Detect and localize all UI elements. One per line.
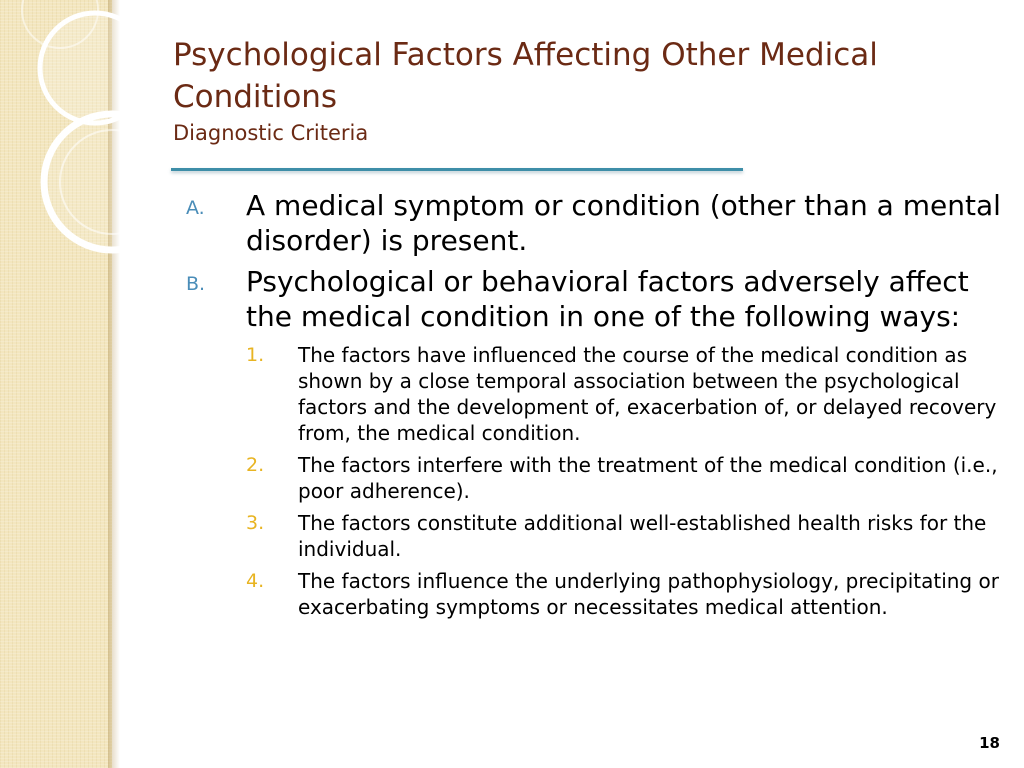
subcriterion-item xyxy=(246,342,1001,446)
subcriterion-marker: 4. xyxy=(246,570,265,592)
criterion-marker: B. xyxy=(186,273,206,295)
slide-title: Psychological Factors Affecting Other Medical Conditions xyxy=(173,37,878,115)
subcriterion-text: The factors interfere with the treatment of the medical condition (i.e., poor adherence). xyxy=(298,453,998,503)
criteria-list xyxy=(186,188,1001,626)
criterion-marker: A. xyxy=(186,197,205,219)
subcriterion-marker: 2. xyxy=(246,454,265,476)
subcriterion-item xyxy=(246,510,1001,562)
criterion-item xyxy=(186,264,1001,620)
subcriterion-marker: 1. xyxy=(246,344,265,366)
subcriterion-text: The factors constitute additional well-established health risks for the individual. xyxy=(298,511,987,561)
slide-subtitle: Diagnostic Criteria xyxy=(173,121,369,145)
title-divider xyxy=(171,168,743,171)
subcriterion-marker: 3. xyxy=(246,512,265,534)
subcriterion-item xyxy=(246,568,1001,620)
page-number: 18 xyxy=(979,734,1000,752)
criterion-text: A medical symptom or condition (other than a mental disorder) is present. xyxy=(246,189,1001,257)
subcriterion-text: The factors have influenced the course of the medical condition as shown by a close temporal association between the psychological factors and the development of, exacerbation of, or delayed recovery from, the medical condition. xyxy=(298,343,997,445)
subcriterion-text: The factors influence the underlying pathophysiology, precipitating or exacerbating symptoms or necessitates medical attention. xyxy=(298,569,999,619)
decorative-circles xyxy=(0,0,120,260)
subcriterion-item xyxy=(246,452,1001,504)
criterion-item xyxy=(186,188,1001,258)
criterion-text: Psychological or behavioral factors adversely affect the medical condition in one of the following ways: xyxy=(246,265,969,333)
criterion-sublist xyxy=(246,342,1001,620)
